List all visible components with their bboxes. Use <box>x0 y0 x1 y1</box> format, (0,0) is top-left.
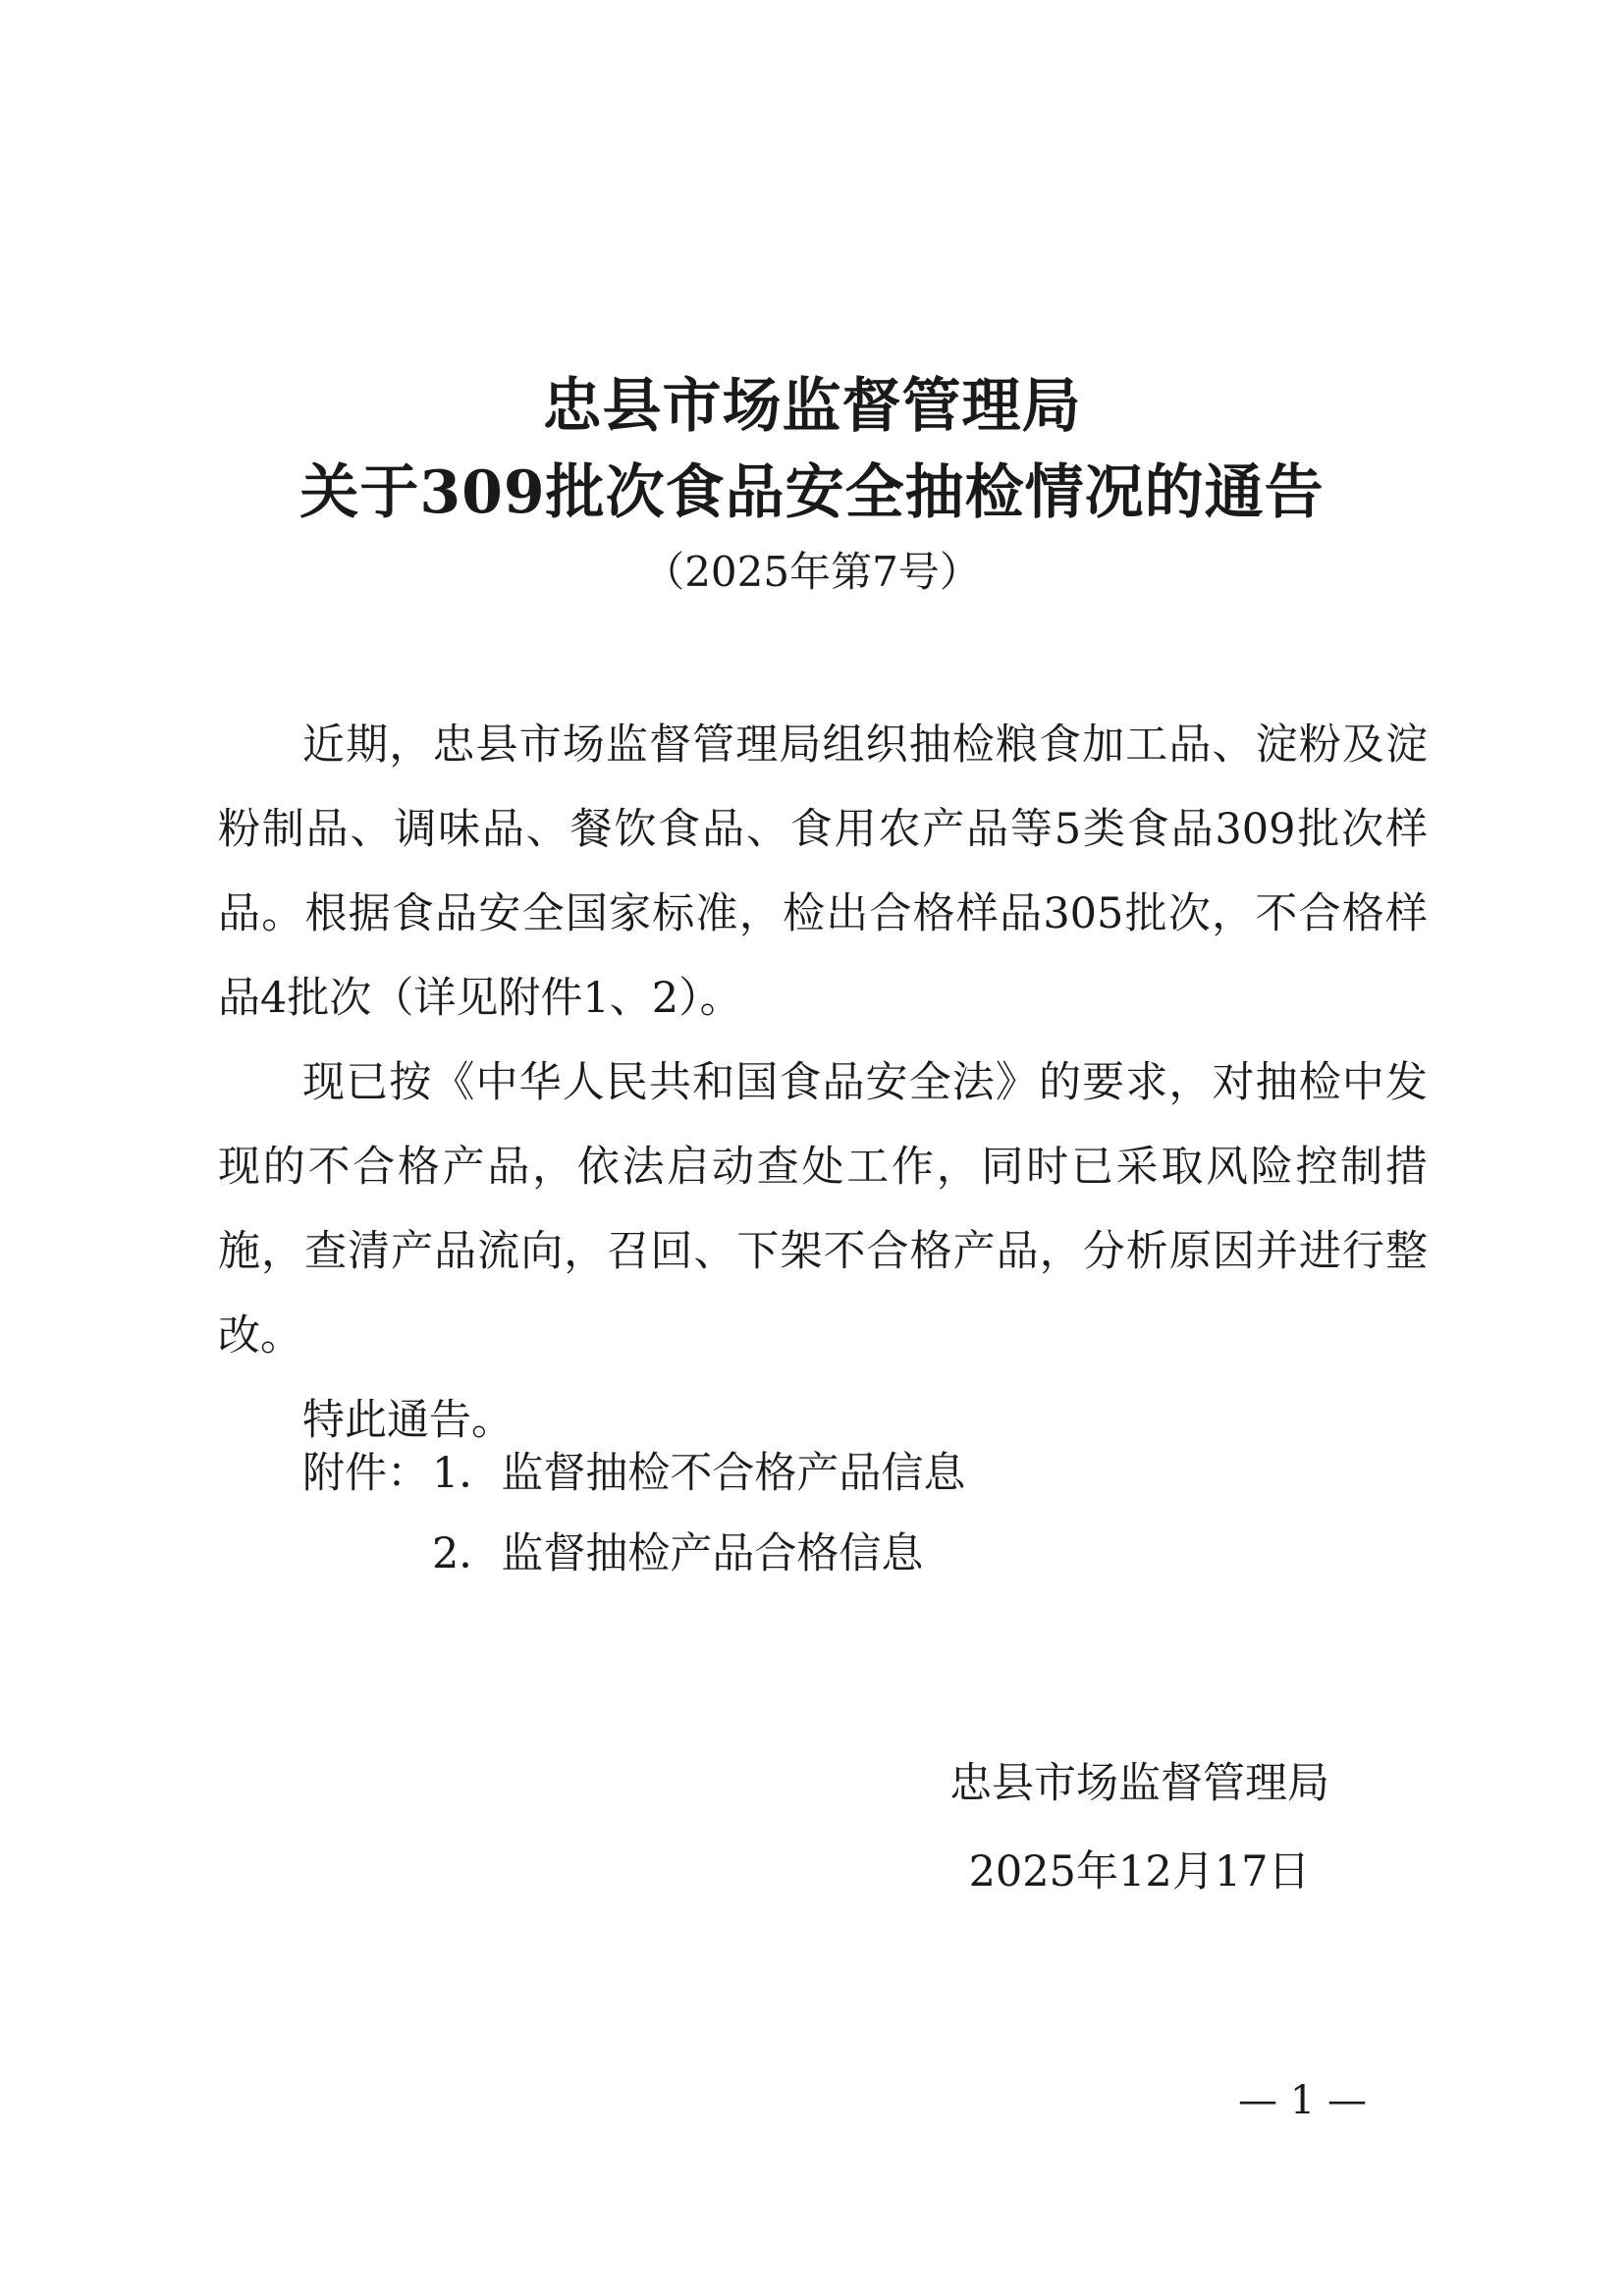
paragraph-3: 特此通告。 <box>302 1396 514 1445</box>
attachment-row-1 <box>302 1433 965 1514</box>
signature-block <box>949 1739 1329 1916</box>
paragraph-1: 近期，忠县市场监督管理局组织抽检粮食加工品、淀粉及淀粉制品、调味品、餐饮食品、食用农产品等5类食品309批次样品。根据食品安全国家标准，检出合格样品305批次，不合格样品4批次（详见附件1、2）。 <box>218 721 1428 1023</box>
attachment-item-2: 2．监督抽检产品合格信息 <box>432 1529 924 1578</box>
attachments-label: 附件： <box>302 1449 429 1498</box>
attachment-item-1: 1．监督抽检不合格产品信息 <box>432 1449 966 1498</box>
title-line-2: 关于309批次食品安全抽检情况的通告 <box>299 458 1325 527</box>
title-line-1: 忠县市场监督管理局 <box>542 372 1082 441</box>
body-text <box>218 703 1428 1463</box>
attachments <box>302 1433 965 1594</box>
title-block <box>0 363 1624 603</box>
signature-org: 忠县市场监督管理局 <box>949 1759 1329 1808</box>
document-number: （2025年第7号） <box>643 548 981 596</box>
page-number: — 1 — <box>1238 2078 1367 2123</box>
paragraph-2: 现已按《中华人民共和国食品安全法》的要求，对抽检中发现的不合格产品，依法启动查处工作，同时已采取风险控制措施，查清产品流向，召回、下架不合格产品，分析原因并进行整改。 <box>218 1058 1428 1361</box>
attachment-row-2 <box>302 1514 965 1594</box>
signature-date: 2025年12月17日 <box>968 1847 1311 1896</box>
